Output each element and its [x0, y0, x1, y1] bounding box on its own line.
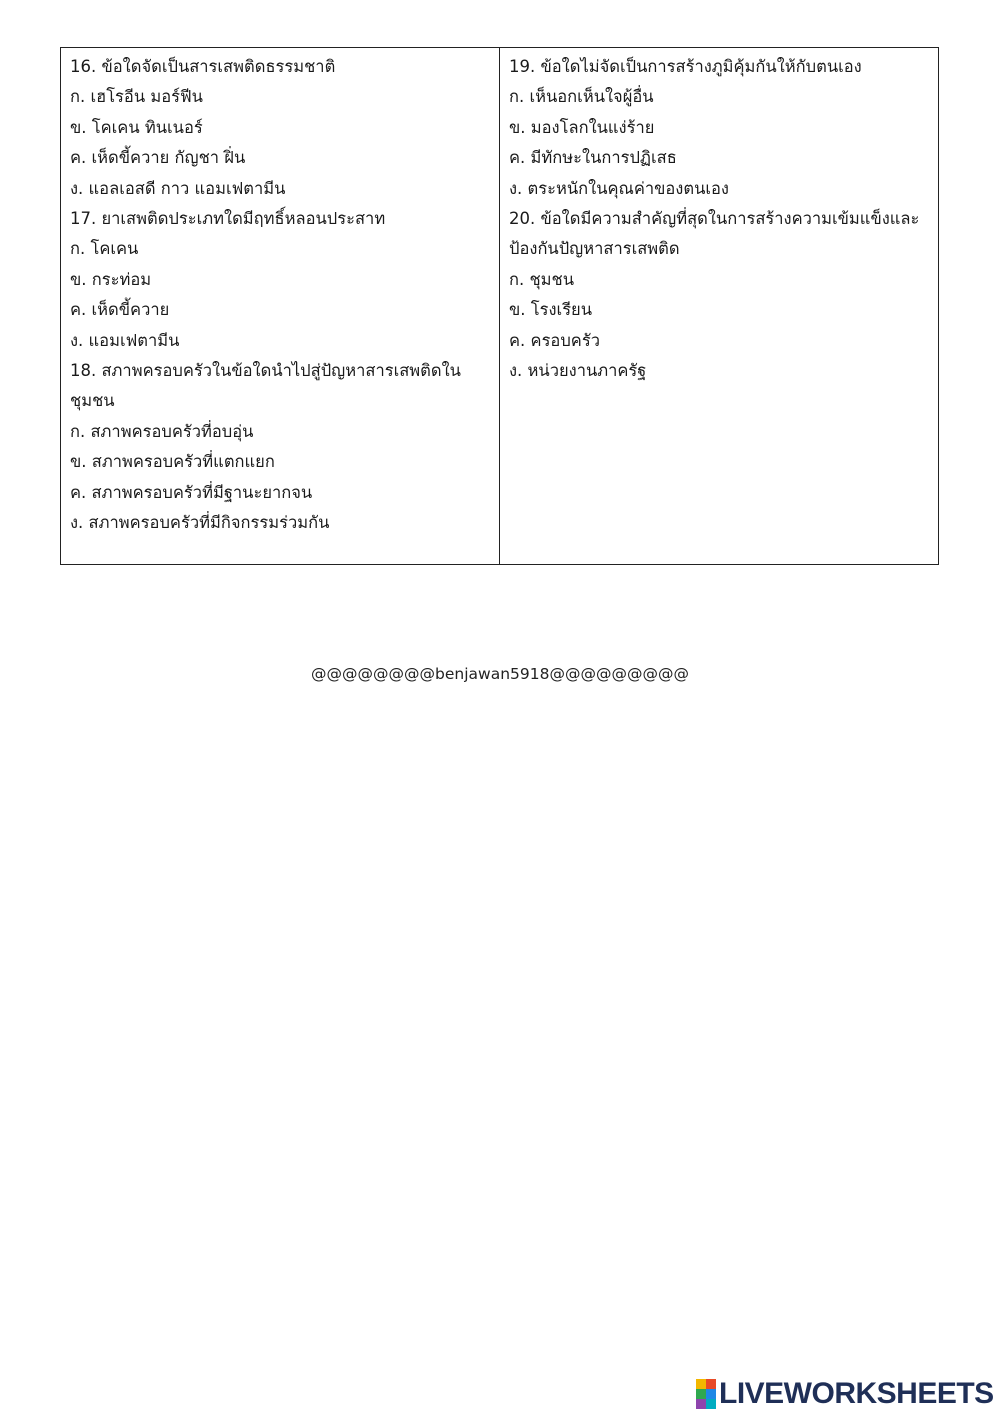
liveworksheets-brand[interactable]	[696, 1378, 994, 1410]
question-20-line-2: ป้องกันปัญหาสารเสพติด	[509, 239, 680, 259]
logo-square	[696, 1399, 706, 1409]
quiz-table	[60, 47, 939, 565]
q17-choice-c: ค. เห็ดขี้ควาย	[70, 300, 170, 320]
logo-square	[696, 1379, 706, 1389]
logo-square	[696, 1389, 706, 1399]
q19-choice-d: ง. ตระหนักในคุณค่าของตนเอง	[509, 178, 729, 198]
q19-choice-a: ก. เห็นอกเห็นใจผู้อื่น	[509, 87, 654, 107]
brand-name: LIVEWORKSHEETS	[719, 1377, 994, 1410]
question-18-line-2: ชุมชน	[70, 391, 115, 411]
liveworksheets-logo-icon	[696, 1379, 716, 1409]
q19-choice-b: ข. มองโลกในแง่ร้าย	[509, 117, 655, 137]
logo-square	[706, 1399, 716, 1409]
question-19: 19. ข้อใดไม่จัดเป็นการสร้างภูมิคุ้มกันให้กับตนเอง	[509, 57, 862, 76]
question-18-line-1: 18. สภาพครอบครัวในข้อใดนำไปสู่ปัญหาสารเสพติดใน	[70, 361, 461, 381]
q18-choice-a: ก. สภาพครอบครัวที่อบอุ่น	[70, 421, 254, 441]
author-watermark: @@@@@@@@benjawan5918@@@@@@@@@	[311, 665, 689, 683]
logo-square	[706, 1389, 716, 1399]
question-17: 17. ยาเสพติดประเภทใดมีฤทธิ์หลอนประสาท	[70, 209, 386, 229]
question-16: 16. ข้อใดจัดเป็นสารเสพติดธรรมชาติ	[70, 57, 336, 76]
q16-choice-c: ค. เห็ดขี้ควาย กัญชา ฝิ่น	[70, 148, 246, 168]
logo-square	[706, 1379, 716, 1389]
q20-choice-d: ง. หน่วยงานภาครัฐ	[509, 361, 647, 381]
q17-choice-a: ก. โคเคน	[70, 239, 139, 259]
q18-choice-b: ข. สภาพครอบครัวที่แตกแยก	[70, 452, 275, 472]
q20-choice-c: ค. ครอบครัว	[509, 330, 600, 350]
q17-choice-d: ง. แอมเฟตามีน	[70, 330, 180, 350]
left-column	[61, 48, 500, 564]
q18-choice-c: ค. สภาพครอบครัวที่มีฐานะยากจน	[70, 482, 313, 502]
q16-choice-d: ง. แอลเอสดี กาว แอมเฟตามีน	[70, 178, 286, 198]
q16-choice-b: ข. โคเคน ทินเนอร์	[70, 117, 203, 137]
q20-choice-b: ข. โรงเรียน	[509, 300, 592, 320]
q20-choice-a: ก. ชุมชน	[509, 269, 575, 289]
question-20-line-1: 20. ข้อใดมีความสำคัญที่สุดในการสร้างความเข้มแข็งและ	[509, 209, 920, 229]
q16-choice-a: ก. เฮโรอีน มอร์ฟีน	[70, 87, 203, 107]
q19-choice-c: ค. มีทักษะในการปฏิเสธ	[509, 148, 677, 168]
q18-choice-d: ง. สภาพครอบครัวที่มีกิจกรรมร่วมกัน	[70, 513, 330, 533]
right-column	[500, 48, 938, 564]
q17-choice-b: ข. กระท่อม	[70, 269, 152, 289]
